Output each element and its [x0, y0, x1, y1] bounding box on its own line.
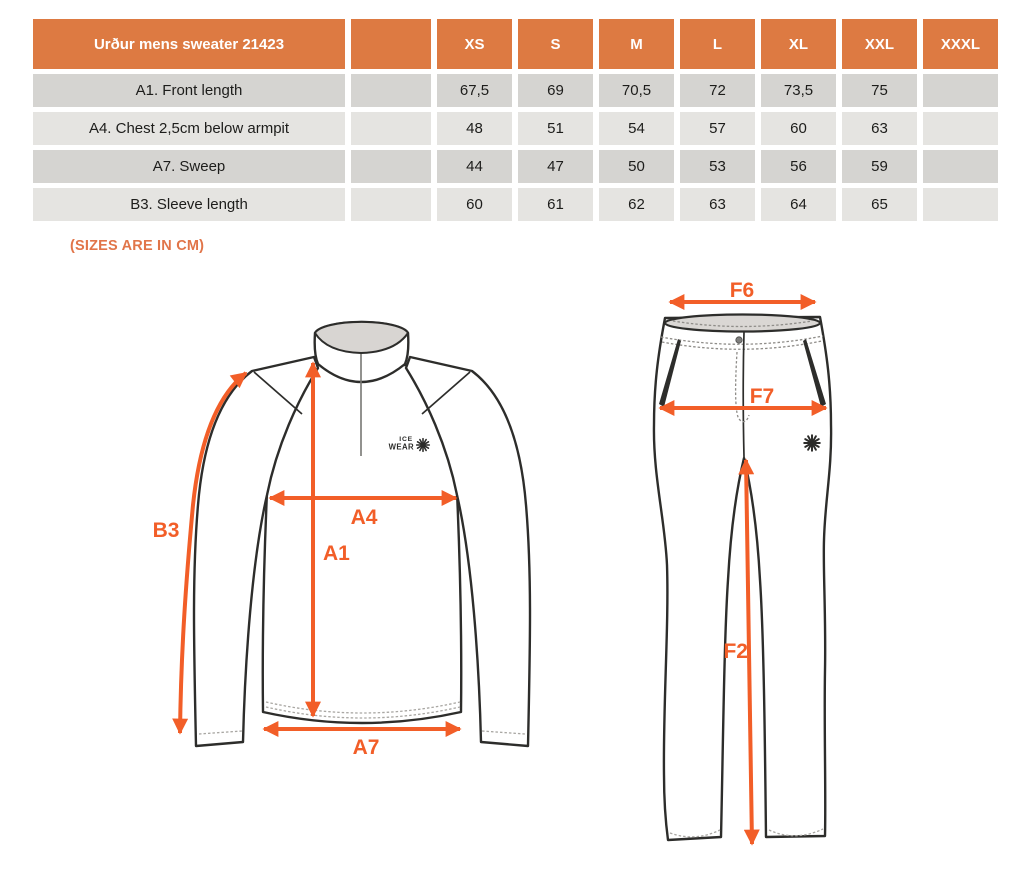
row-label: A4. Chest 2,5cm below armpit — [33, 112, 345, 145]
cell-value: 65 — [842, 188, 917, 221]
row-label: B3. Sleeve length — [33, 188, 345, 221]
cell-value: 48 — [437, 112, 512, 145]
row-spacer-cell — [351, 150, 431, 183]
table-row — [33, 188, 998, 221]
cell-value: 56 — [761, 150, 836, 183]
table-title: Urður mens sweater 21423 — [33, 19, 345, 69]
row-spacer-cell — [351, 74, 431, 107]
waist-button — [736, 337, 742, 343]
cell-value: 70,5 — [599, 74, 674, 107]
row-label: A1. Front length — [33, 74, 345, 107]
size-header-m: M — [599, 19, 674, 69]
cell-value: 54 — [599, 112, 674, 145]
cell-value: 75 — [842, 74, 917, 107]
size-header-l: L — [680, 19, 755, 69]
cell-value: 47 — [518, 150, 593, 183]
cell-value: 63 — [680, 188, 755, 221]
cell-value: 60 — [761, 112, 836, 145]
cell-value: 57 — [680, 112, 755, 145]
row-label: A7. Sweep — [33, 150, 345, 183]
cell-value — [923, 188, 998, 221]
cell-value: 50 — [599, 150, 674, 183]
cell-value: 72 — [680, 74, 755, 107]
cell-value: 60 — [437, 188, 512, 221]
logo-text-wear: WEAR — [388, 442, 414, 452]
size-header-xs: XS — [437, 19, 512, 69]
measurement-diagrams — [0, 270, 1036, 892]
logo-text-ice: ICE — [399, 436, 413, 443]
cell-value: 67,5 — [437, 74, 512, 107]
f7-label: F7 — [749, 385, 775, 408]
cell-value: 53 — [680, 150, 755, 183]
size-header-xxxl: XXXL — [923, 19, 998, 69]
sweater-body — [263, 365, 462, 723]
cell-value: 62 — [599, 188, 674, 221]
row-spacer-cell — [351, 188, 431, 221]
table-row — [33, 112, 998, 145]
size-header-xl: XL — [761, 19, 836, 69]
cell-value: 69 — [518, 74, 593, 107]
cell-value — [923, 74, 998, 107]
row-spacer-cell — [351, 112, 431, 145]
cell-value: 64 — [761, 188, 836, 221]
cell-value: 44 — [437, 150, 512, 183]
a1-label: A1 — [323, 542, 350, 565]
header-spacer-cell — [351, 19, 431, 69]
table-header-row — [33, 19, 998, 69]
cell-value: 63 — [842, 112, 917, 145]
size-header-xxl: XXL — [842, 19, 917, 69]
size-chart-table — [27, 14, 1004, 226]
cell-value: 51 — [518, 112, 593, 145]
cell-value — [923, 150, 998, 183]
cell-value: 59 — [842, 150, 917, 183]
b3-label: B3 — [152, 519, 180, 542]
f2-label: F2 — [723, 640, 748, 663]
sweater-drawing — [153, 322, 530, 759]
cell-value: 61 — [518, 188, 593, 221]
cell-value — [923, 112, 998, 145]
sizes-unit-note: (SIZES ARE IN CM) — [70, 238, 205, 254]
table-row — [33, 74, 998, 107]
a7-label: A7 — [352, 736, 380, 759]
size-header-s: S — [518, 19, 593, 69]
pants-drawing — [654, 279, 831, 844]
cell-value: 73,5 — [761, 74, 836, 107]
a4-label: A4 — [350, 506, 378, 529]
f6-label: F6 — [729, 279, 755, 302]
table-row — [33, 150, 998, 183]
